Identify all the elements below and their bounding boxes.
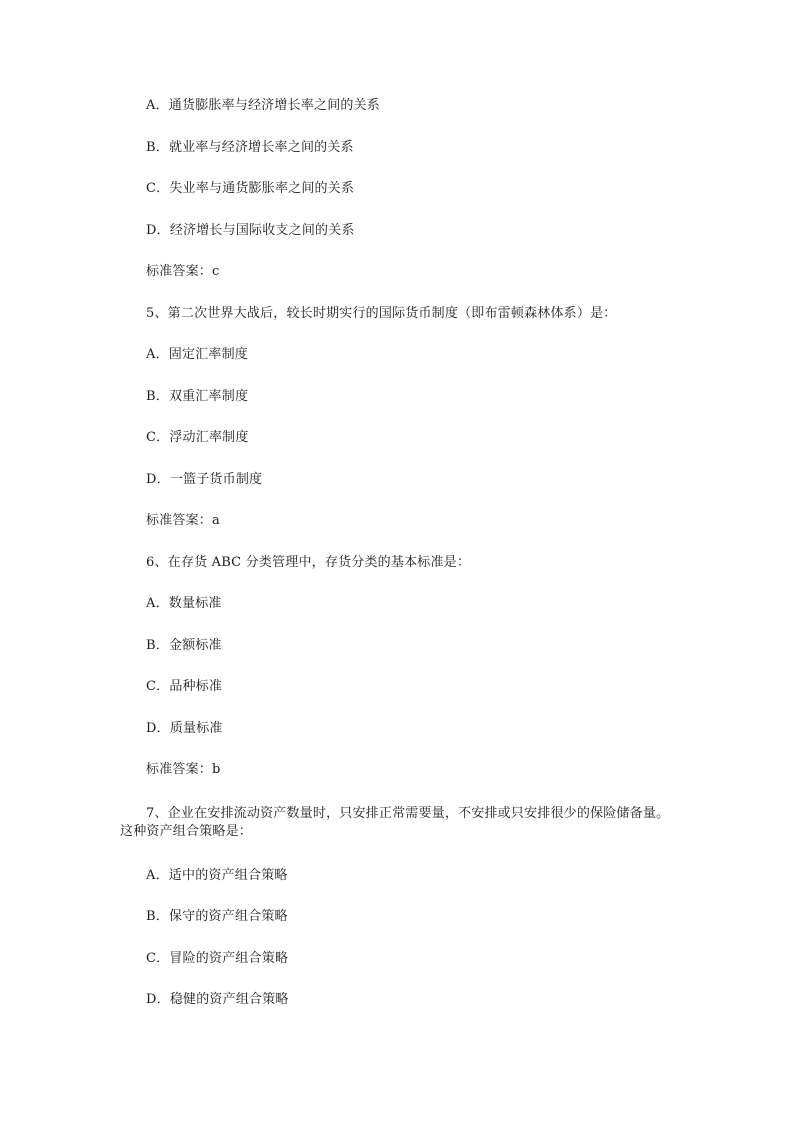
q6-question: 6、在存货 ABC 分类管理中，存货分类的基本标准是： xyxy=(146,555,471,570)
q5-option-c: C．浮动汇率制度 xyxy=(146,430,249,445)
q5-answer: 标准答案：a xyxy=(146,513,220,528)
q6-answer: 标准答案：b xyxy=(146,762,221,777)
q7-option-d: D．稳健的资产组合策略 xyxy=(146,992,289,1007)
q7-option-b: B．保守的资产组合策略 xyxy=(146,909,288,924)
q7-question: 7、企业在安排流动资产数量时，只安排正常需要量，不安排或只安排很少的保险储备量。这种资产组合策略是： xyxy=(120,806,670,839)
q7-option-c: C．冒险的资产组合策略 xyxy=(146,951,289,966)
q5-option-a: A．固定汇率制度 xyxy=(146,347,248,362)
q4-option-d: D．经济增长与国际收支之间的关系 xyxy=(146,223,355,238)
q5-option-d: D．一篮子货币制度 xyxy=(146,472,263,487)
q4-answer: 标准答案：c xyxy=(146,264,220,279)
q4-option-a: A．通货膨胀率与经济增长率之间的关系 xyxy=(146,98,380,113)
q4-option-c: C．失业率与通货膨胀率之间的关系 xyxy=(146,181,355,196)
q6-option-b: B．金额标准 xyxy=(146,638,222,653)
q7-option-a: A．适中的资产组合策略 xyxy=(146,868,288,883)
q6-option-a: A．数量标准 xyxy=(146,596,222,611)
q6-option-d: D．质量标准 xyxy=(146,721,223,736)
q4-option-b: B．就业率与经济增长率之间的关系 xyxy=(146,140,354,155)
q5-question: 5、第二次世界大战后，较长时期实行的国际货币制度（即布雷顿森林体系）是： xyxy=(146,306,617,321)
q5-option-b: B．双重汇率制度 xyxy=(146,389,249,404)
q6-option-c: C．品种标准 xyxy=(146,679,223,694)
